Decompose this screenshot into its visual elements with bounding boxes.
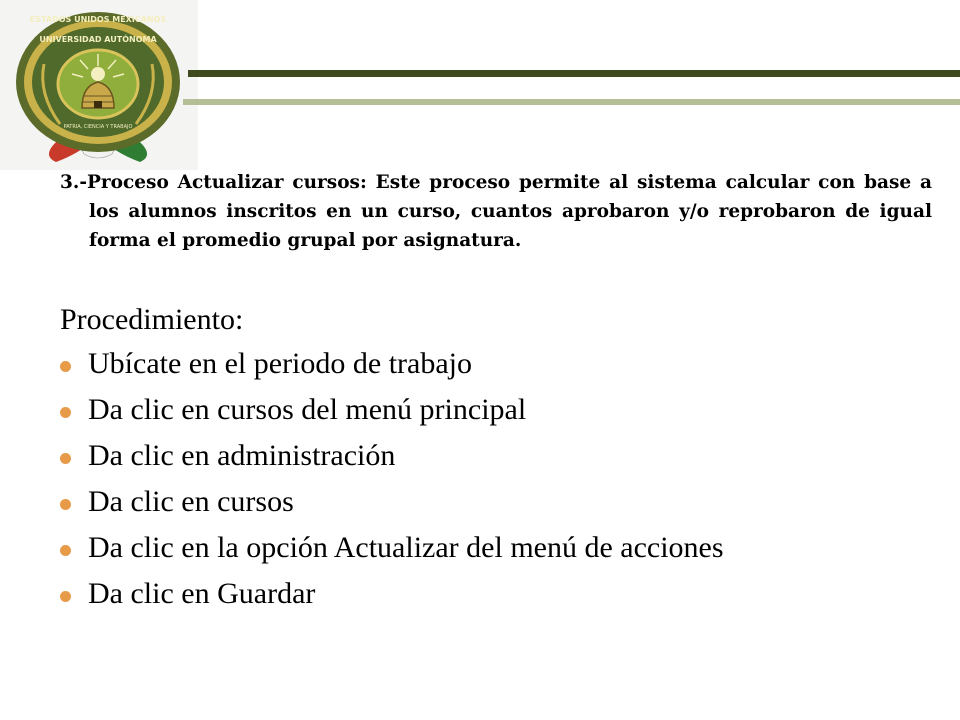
bullet-icon — [60, 545, 71, 556]
header-divider-light — [183, 99, 960, 105]
list-item — [60, 482, 724, 528]
step-text: Da clic en cursos — [88, 485, 294, 518]
bullet-icon — [60, 361, 71, 372]
bullet-icon — [60, 591, 71, 602]
step-text: Da clic en administración — [88, 439, 396, 472]
procedure-steps-list — [60, 344, 724, 620]
bullet-icon — [60, 453, 71, 464]
bullet-icon — [60, 407, 71, 418]
step-text: Ubícate en el periodo de trabajo — [88, 347, 472, 380]
step-text: Da clic en Guardar — [88, 577, 316, 610]
intro-paragraph: 3.-Proceso Actualizar cursos: Este proceso permite al sistema calcular con base a los alumnos inscritos en un curso, cuantos aprobaron y/o reprobaron de igual forma el promedio grupal por asignatura. — [60, 172, 932, 251]
list-item — [60, 574, 724, 620]
bullet-icon — [60, 499, 71, 510]
procedure-heading: Procedimiento: — [60, 303, 244, 336]
header-divider-dark — [188, 70, 960, 77]
list-item — [60, 390, 724, 436]
university-seal-icon — [8, 4, 188, 164]
list-item — [60, 344, 724, 390]
step-text: Da clic en la opción Actualizar del menú de acciones — [88, 531, 724, 564]
svg-text:PATRIA, CIENCIA Y TRABAJO: PATRIA, CIENCIA Y TRABAJO — [63, 124, 133, 130]
svg-text:ESTADOS UNIDOS MEXICANOS: ESTADOS UNIDOS MEXICANOS — [29, 15, 167, 24]
university-logo — [0, 0, 198, 170]
step-text: Da clic en cursos del menú principal — [88, 393, 527, 426]
svg-text:UNIVERSIDAD AUTÓNOMA: UNIVERSIDAD AUTÓNOMA — [39, 35, 157, 44]
list-item — [60, 528, 724, 574]
list-item — [60, 436, 724, 482]
